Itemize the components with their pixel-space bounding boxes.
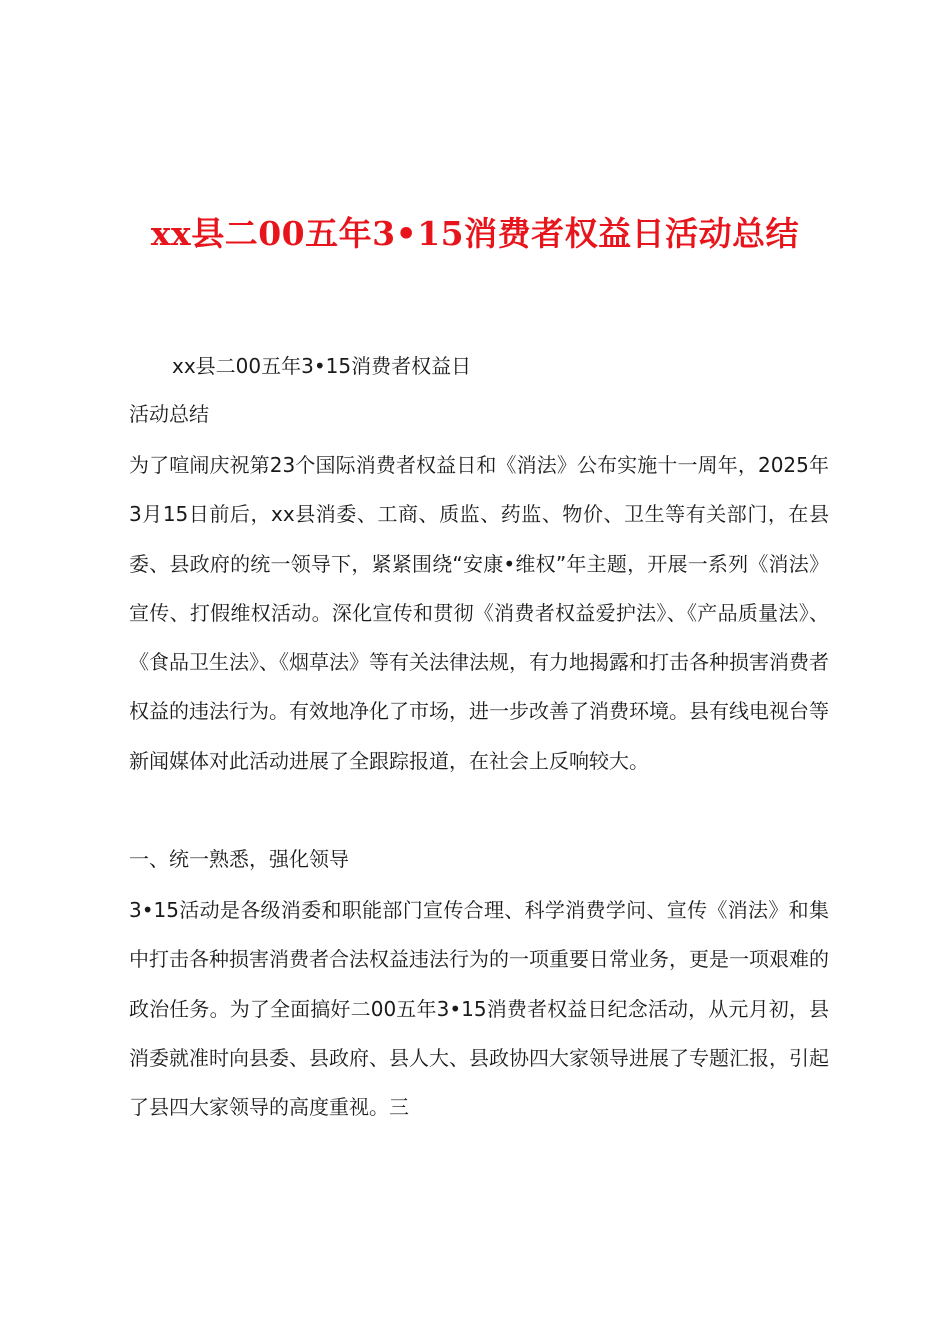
section-heading-1: 一、统一熟悉，强化领导	[129, 847, 349, 871]
subtitle-line-1: xx县二00五年3•15消费者权益日	[172, 354, 472, 378]
document-title: xx县二00五年3•15消费者权益日活动总结	[150, 214, 800, 253]
paragraph-section-1: 3•15活动是各级消委和职能部门宣传合理、科学消费学问、宣传《消法》和集中打击各种损害消费者合法权益违法行为的一项重要日常业务，更是一项艰难的政治任务。为了全面搞好二00五年3•15消费者权益日纪念活动，从元月初，县消委就准时向县委、县政府、县人大、县政协四大家领导进展了专题汇报，引起了县四大家领导的高度重视。三	[129, 898, 829, 1120]
paragraph-intro: 为了喧闹庆祝第23个国际消费者权益日和《消法》公布实施十一周年，2025年3月15日前后，xx县消委、工商、质监、药监、物价、卫生等有关部门，在县委、县政府的统一领导下，紧紧围绕“安康•维权”年主题，开展一系列《消法》宣传、打假维权活动。深化宣传和贯彻《消费者权益爱护法》、《产品质量法》、《食品卫生法》、《烟草法》等有关法律法规，有力地揭露和打击各种损害消费者权益的违法行为。有效地净化了市场，进一步改善了消费环境。县有线电视台等新闻媒体对此活动进展了全跟踪报道，在社会上反响较大。	[129, 453, 829, 773]
subtitle-line-2: 活动总结	[129, 402, 209, 426]
